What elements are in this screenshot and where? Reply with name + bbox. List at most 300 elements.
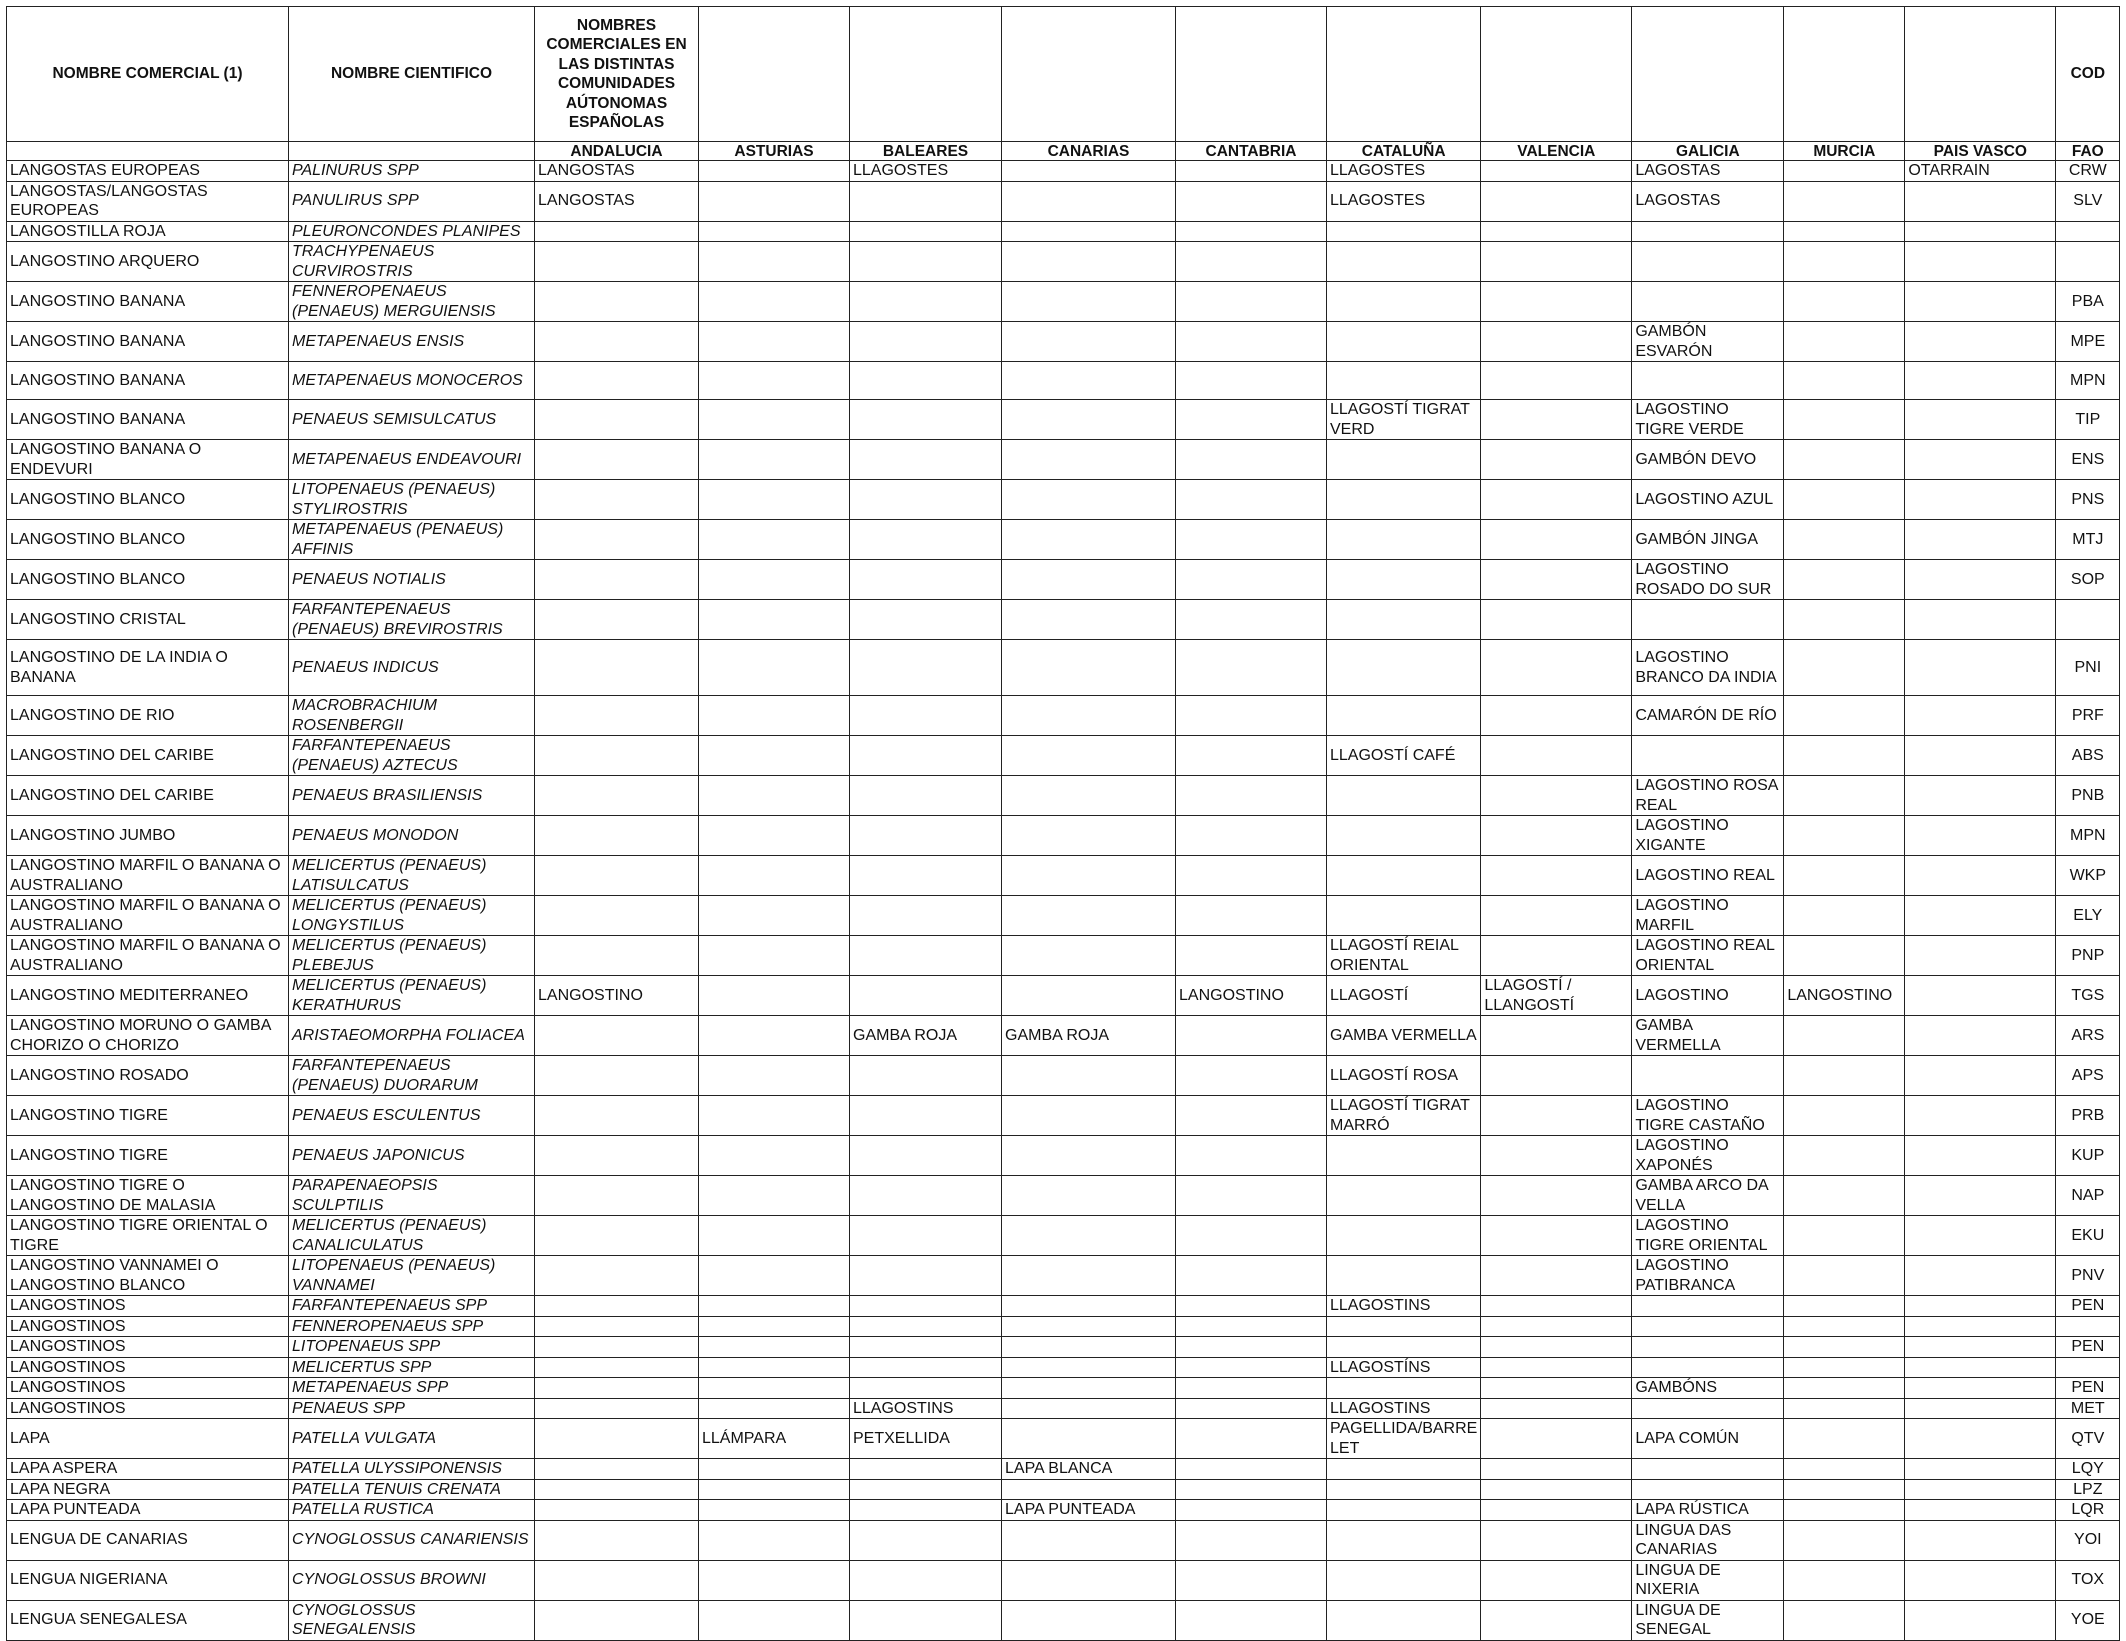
cell-regional-name bbox=[1002, 1520, 1176, 1560]
cell-regional-name bbox=[1176, 600, 1327, 640]
table-row bbox=[7, 1378, 2120, 1399]
cell-regional-name bbox=[699, 560, 850, 600]
cell-regional-name bbox=[1784, 1176, 1905, 1216]
cell-regional-name bbox=[1176, 936, 1327, 976]
cell-nombre-comercial: LAPA ASPERA bbox=[7, 1459, 289, 1480]
cell-regional-name bbox=[1176, 1419, 1327, 1459]
cell-regional-name bbox=[1327, 896, 1481, 936]
cell-nombre-comercial: LAPA NEGRA bbox=[7, 1479, 289, 1500]
cell-regional-name bbox=[1176, 520, 1327, 560]
cell-regional-name bbox=[699, 1216, 850, 1256]
cell-regional-name bbox=[535, 816, 699, 856]
cell-regional-name bbox=[535, 1016, 699, 1056]
cell-regional-name bbox=[1905, 400, 2056, 440]
cell-regional-name bbox=[699, 856, 850, 896]
cell-nombre-comercial: LANGOSTINO BANANA bbox=[7, 362, 289, 400]
cell-nombre-cientifico: METAPENAEUS ENSIS bbox=[289, 322, 535, 362]
table-row bbox=[7, 480, 2120, 520]
cell-regional-name bbox=[535, 1459, 699, 1480]
cell-regional-name bbox=[850, 560, 1002, 600]
cell-regional-name: GAMBÓN JINGA bbox=[1632, 520, 1784, 560]
table-row bbox=[7, 1337, 2120, 1358]
cell-regional-name bbox=[699, 181, 850, 221]
cell-regional-name bbox=[535, 936, 699, 976]
cell-regional-name bbox=[1481, 1398, 1632, 1419]
cell-regional-name bbox=[850, 400, 1002, 440]
cell-regional-name bbox=[699, 1056, 850, 1096]
cell-regional-name bbox=[1905, 1176, 2056, 1216]
cell-regional-name bbox=[850, 362, 1002, 400]
cell-regional-name: GAMBA VERMELLA bbox=[1327, 1016, 1481, 1056]
cell-regional-name bbox=[1176, 1096, 1327, 1136]
table-row bbox=[7, 242, 2120, 282]
cell-fao-code: EKU bbox=[2056, 1216, 2120, 1256]
cell-nombre-cientifico: PATELLA VULGATA bbox=[289, 1419, 535, 1459]
header-empty bbox=[699, 7, 850, 142]
cell-regional-name bbox=[1481, 816, 1632, 856]
cell-regional-name bbox=[1784, 1256, 1905, 1296]
cell-nombre-cientifico: PANULIRUS SPP bbox=[289, 181, 535, 221]
cell-regional-name bbox=[1784, 1357, 1905, 1378]
cell-regional-name bbox=[1002, 400, 1176, 440]
cell-nombre-comercial: LANGOSTINO TIGRE ORIENTAL O TIGRE bbox=[7, 1216, 289, 1256]
cell-regional-name bbox=[850, 696, 1002, 736]
cell-regional-name bbox=[1481, 1216, 1632, 1256]
cell-regional-name bbox=[1784, 1136, 1905, 1176]
cell-regional-name bbox=[1002, 1419, 1176, 1459]
header-empty bbox=[1002, 7, 1176, 142]
cell-fao-code: PBA bbox=[2056, 282, 2120, 322]
cell-regional-name bbox=[1905, 1459, 2056, 1480]
cell-regional-name bbox=[1176, 1136, 1327, 1176]
cell-regional-name bbox=[1481, 440, 1632, 480]
cell-regional-name bbox=[1327, 480, 1481, 520]
cell-regional-name bbox=[1327, 1500, 1481, 1521]
cell-regional-name bbox=[1905, 1296, 2056, 1317]
cell-regional-name bbox=[1002, 221, 1176, 242]
cell-regional-name bbox=[699, 1459, 850, 1480]
cell-nombre-comercial: LANGOSTINOS bbox=[7, 1378, 289, 1399]
cell-fao-code: PRF bbox=[2056, 696, 2120, 736]
cell-regional-name bbox=[1176, 480, 1327, 520]
cell-nombre-comercial: LANGOSTINO DE LA INDIA O BANANA bbox=[7, 640, 289, 696]
cell-regional-name bbox=[535, 1600, 699, 1640]
cell-regional-name bbox=[850, 221, 1002, 242]
cell-regional-name bbox=[1481, 480, 1632, 520]
cell-regional-name bbox=[535, 696, 699, 736]
table-row bbox=[7, 640, 2120, 696]
cell-regional-name bbox=[1002, 896, 1176, 936]
cell-regional-name bbox=[1002, 1056, 1176, 1096]
cell-nombre-comercial: LANGOSTINO TIGRE bbox=[7, 1136, 289, 1176]
cell-regional-name bbox=[1905, 1378, 2056, 1399]
cell-regional-name: GAMBÓNS bbox=[1632, 1378, 1784, 1399]
cell-regional-name bbox=[1784, 400, 1905, 440]
cell-regional-name bbox=[1905, 242, 2056, 282]
cell-regional-name bbox=[1784, 856, 1905, 896]
cell-regional-name: LLAGOSTES bbox=[850, 161, 1002, 182]
cell-regional-name bbox=[1784, 1296, 1905, 1317]
cell-regional-name bbox=[1632, 736, 1784, 776]
cell-nombre-comercial: LANGOSTINO TIGRE O LANGOSTINO DE MALASIA bbox=[7, 1176, 289, 1216]
cell-regional-name bbox=[1327, 1316, 1481, 1337]
cell-nombre-cientifico: METAPENAEUS ENDEAVOURI bbox=[289, 440, 535, 480]
cell-regional-name bbox=[535, 1316, 699, 1337]
cell-nombre-cientifico: PATELLA ULYSSIPONENSIS bbox=[289, 1459, 535, 1480]
cell-regional-name bbox=[850, 1500, 1002, 1521]
cell-nombre-cientifico: LITOPENAEUS (PENAEUS) VANNAMEI bbox=[289, 1256, 535, 1296]
cell-regional-name bbox=[1481, 600, 1632, 640]
cell-nombre-cientifico: FARFANTEPENAEUS (PENAEUS) DUORARUM bbox=[289, 1056, 535, 1096]
cell-regional-name: LLAGOSTES bbox=[1327, 181, 1481, 221]
cell-regional-name: OTARRAIN bbox=[1905, 161, 2056, 182]
cell-regional-name bbox=[1632, 282, 1784, 322]
cell-regional-name bbox=[699, 736, 850, 776]
cell-regional-name bbox=[850, 1378, 1002, 1399]
cell-regional-name: LANGOSTINO bbox=[535, 976, 699, 1016]
cell-regional-name bbox=[850, 776, 1002, 816]
cell-regional-name bbox=[1784, 696, 1905, 736]
cell-regional-name bbox=[1327, 221, 1481, 242]
cell-fao-code: CRW bbox=[2056, 161, 2120, 182]
cell-regional-name bbox=[1002, 1216, 1176, 1256]
cell-regional-name bbox=[1632, 1296, 1784, 1317]
cell-regional-name bbox=[1481, 1296, 1632, 1317]
cell-regional-name bbox=[1905, 1316, 2056, 1337]
cell-regional-name bbox=[699, 816, 850, 856]
cell-regional-name bbox=[1481, 1337, 1632, 1358]
table-row bbox=[7, 776, 2120, 816]
cell-fao-code bbox=[2056, 600, 2120, 640]
cell-regional-name bbox=[1481, 161, 1632, 182]
cell-regional-name: GAMBA VERMELLA bbox=[1632, 1016, 1784, 1056]
cell-regional-name bbox=[535, 221, 699, 242]
cell-regional-name bbox=[1481, 1500, 1632, 1521]
table-row bbox=[7, 1560, 2120, 1600]
cell-fao-code: SLV bbox=[2056, 181, 2120, 221]
cell-regional-name bbox=[535, 480, 699, 520]
cell-regional-name: LAGOSTINO REAL ORIENTAL bbox=[1632, 936, 1784, 976]
table-row bbox=[7, 696, 2120, 736]
cell-regional-name bbox=[535, 1096, 699, 1136]
cell-regional-name bbox=[1327, 1560, 1481, 1600]
cell-regional-name bbox=[1481, 1459, 1632, 1480]
cell-regional-name bbox=[1905, 1056, 2056, 1096]
header-comunidades: NOMBRES COMERCIALES EN LAS DISTINTAS COMUNIDADES AÚTONOMAS ESPAÑOLAS bbox=[535, 7, 699, 142]
cell-regional-name bbox=[1481, 362, 1632, 400]
cell-nombre-cientifico: MELICERTUS (PENAEUS) LATISULCATUS bbox=[289, 856, 535, 896]
cell-fao-code: ELY bbox=[2056, 896, 2120, 936]
cell-fao-code: MPN bbox=[2056, 816, 2120, 856]
cell-regional-name bbox=[1481, 1600, 1632, 1640]
cell-nombre-comercial: LANGOSTINO DEL CARIBE bbox=[7, 776, 289, 816]
cell-regional-name bbox=[1002, 1296, 1176, 1317]
cell-fao-code bbox=[2056, 221, 2120, 242]
cell-regional-name bbox=[1176, 560, 1327, 600]
cell-regional-name bbox=[1632, 1459, 1784, 1480]
cell-regional-name bbox=[1327, 1459, 1481, 1480]
cell-regional-name bbox=[1481, 896, 1632, 936]
cell-fao-code: MET bbox=[2056, 1398, 2120, 1419]
cell-regional-name bbox=[1481, 1096, 1632, 1136]
cell-regional-name bbox=[1481, 776, 1632, 816]
cell-regional-name bbox=[699, 1520, 850, 1560]
cell-regional-name bbox=[1002, 776, 1176, 816]
cell-nombre-comercial: LAPA PUNTEADA bbox=[7, 1500, 289, 1521]
cell-regional-name bbox=[1176, 1016, 1327, 1056]
cell-fao-code: ARS bbox=[2056, 1016, 2120, 1056]
cell-regional-name: LAGOSTINO ROSADO DO SUR bbox=[1632, 560, 1784, 600]
cell-regional-name bbox=[1002, 1357, 1176, 1378]
cell-regional-name bbox=[1002, 242, 1176, 282]
cell-fao-code: TOX bbox=[2056, 1560, 2120, 1600]
table-body bbox=[7, 161, 2120, 1641]
table-row bbox=[7, 1500, 2120, 1521]
cell-regional-name bbox=[1481, 1016, 1632, 1056]
cell-regional-name bbox=[1327, 1216, 1481, 1256]
table-row bbox=[7, 440, 2120, 480]
cell-regional-name bbox=[1002, 362, 1176, 400]
cell-regional-name bbox=[1481, 640, 1632, 696]
cell-regional-name: LLÁMPARA bbox=[699, 1419, 850, 1459]
cell-regional-name bbox=[850, 640, 1002, 696]
cell-regional-name bbox=[699, 1256, 850, 1296]
cell-regional-name bbox=[1327, 856, 1481, 896]
cell-regional-name bbox=[850, 282, 1002, 322]
cell-regional-name: LAGOSTAS bbox=[1632, 181, 1784, 221]
cell-regional-name bbox=[1002, 282, 1176, 322]
cell-regional-name bbox=[850, 1256, 1002, 1296]
cell-regional-name bbox=[699, 976, 850, 1016]
cell-regional-name bbox=[535, 560, 699, 600]
table-row bbox=[7, 560, 2120, 600]
cell-nombre-comercial: LANGOSTILLA ROJA bbox=[7, 221, 289, 242]
cell-regional-name bbox=[1784, 896, 1905, 936]
cell-nombre-cientifico: MELICERTUS (PENAEUS) LONGYSTILUS bbox=[289, 896, 535, 936]
cell-regional-name bbox=[1002, 1378, 1176, 1399]
cell-regional-name bbox=[1176, 1256, 1327, 1296]
header-region: CATALUÑA bbox=[1327, 142, 1481, 161]
cell-regional-name bbox=[1784, 362, 1905, 400]
cell-regional-name bbox=[1002, 322, 1176, 362]
cell-nombre-comercial: LANGOSTINO MARFIL O BANANA O AUSTRALIANO bbox=[7, 896, 289, 936]
cell-regional-name bbox=[1481, 282, 1632, 322]
cell-regional-name bbox=[1632, 1479, 1784, 1500]
cell-nombre-comercial: LAPA bbox=[7, 1419, 289, 1459]
cell-regional-name: LAGOSTINO PATIBRANCA bbox=[1632, 1256, 1784, 1296]
table-row bbox=[7, 1296, 2120, 1317]
cell-regional-name bbox=[1002, 1176, 1176, 1216]
header-region: BALEARES bbox=[850, 142, 1002, 161]
cell-regional-name: GAMBA ARCO DA VELLA bbox=[1632, 1176, 1784, 1216]
cell-regional-name bbox=[1481, 936, 1632, 976]
cell-regional-name bbox=[850, 1176, 1002, 1216]
cell-nombre-cientifico: METAPENAEUS MONOCEROS bbox=[289, 362, 535, 400]
cell-regional-name bbox=[1327, 440, 1481, 480]
cell-regional-name bbox=[1176, 896, 1327, 936]
cell-regional-name bbox=[535, 1419, 699, 1459]
cell-nombre-comercial: LANGOSTINO ARQUERO bbox=[7, 242, 289, 282]
cell-regional-name bbox=[1784, 1096, 1905, 1136]
cell-regional-name bbox=[1327, 1520, 1481, 1560]
cell-regional-name bbox=[535, 1560, 699, 1600]
cell-regional-name bbox=[1327, 776, 1481, 816]
cell-regional-name bbox=[1481, 856, 1632, 896]
cell-nombre-cientifico: PATELLA RUSTICA bbox=[289, 1500, 535, 1521]
header-cod: COD bbox=[2056, 7, 2120, 142]
cell-fao-code: TGS bbox=[2056, 976, 2120, 1016]
cell-regional-name bbox=[1905, 816, 2056, 856]
cell-regional-name bbox=[850, 1459, 1002, 1480]
cell-regional-name bbox=[1905, 1479, 2056, 1500]
cell-regional-name bbox=[699, 322, 850, 362]
table-row bbox=[7, 400, 2120, 440]
cell-regional-name: LINGUA DAS CANARIAS bbox=[1632, 1520, 1784, 1560]
cell-regional-name bbox=[1176, 1459, 1327, 1480]
header-empty bbox=[7, 142, 289, 161]
cell-regional-name bbox=[1632, 600, 1784, 640]
cell-regional-name bbox=[1176, 1056, 1327, 1096]
cell-regional-name bbox=[1481, 322, 1632, 362]
cell-regional-name bbox=[1002, 440, 1176, 480]
cell-regional-name bbox=[699, 480, 850, 520]
cell-regional-name bbox=[1327, 1136, 1481, 1176]
cell-fao-code: YOI bbox=[2056, 1520, 2120, 1560]
cell-regional-name: LINGUA DE SENEGAL bbox=[1632, 1600, 1784, 1640]
cell-fao-code: YOE bbox=[2056, 1600, 2120, 1640]
cell-nombre-cientifico: MACROBRACHIUM ROSENBERGII bbox=[289, 696, 535, 736]
table-row bbox=[7, 736, 2120, 776]
cell-regional-name bbox=[850, 1296, 1002, 1317]
cell-regional-name bbox=[699, 282, 850, 322]
cell-regional-name bbox=[850, 816, 1002, 856]
cell-regional-name: LLAGOSTÍ REIAL ORIENTAL bbox=[1327, 936, 1481, 976]
cell-nombre-cientifico: PENAEUS ESCULENTUS bbox=[289, 1096, 535, 1136]
cell-regional-name bbox=[1176, 1316, 1327, 1337]
cell-regional-name: GAMBA ROJA bbox=[850, 1016, 1002, 1056]
cell-regional-name bbox=[1176, 1378, 1327, 1399]
cell-regional-name bbox=[1176, 1216, 1327, 1256]
cell-regional-name bbox=[535, 282, 699, 322]
cell-regional-name bbox=[850, 520, 1002, 560]
cell-nombre-cientifico: FARFANTEPENAEUS SPP bbox=[289, 1296, 535, 1317]
cell-regional-name bbox=[850, 1216, 1002, 1256]
cell-regional-name bbox=[699, 1316, 850, 1337]
cell-regional-name bbox=[699, 1337, 850, 1358]
cell-regional-name bbox=[535, 856, 699, 896]
cell-regional-name bbox=[535, 520, 699, 560]
cell-regional-name: LAGOSTINO REAL bbox=[1632, 856, 1784, 896]
cell-regional-name bbox=[1327, 1256, 1481, 1296]
cell-regional-name bbox=[1632, 1316, 1784, 1337]
cell-fao-code: LQY bbox=[2056, 1459, 2120, 1480]
cell-regional-name bbox=[1327, 520, 1481, 560]
cell-regional-name bbox=[1784, 1459, 1905, 1480]
cell-regional-name bbox=[535, 1176, 699, 1216]
cell-regional-name bbox=[1002, 856, 1176, 896]
cell-regional-name bbox=[535, 600, 699, 640]
cell-regional-name bbox=[1905, 1600, 2056, 1640]
cell-regional-name bbox=[1784, 600, 1905, 640]
cell-nombre-comercial: LANGOSTINO JUMBO bbox=[7, 816, 289, 856]
cell-regional-name bbox=[699, 896, 850, 936]
cell-regional-name bbox=[1176, 242, 1327, 282]
cell-regional-name bbox=[1784, 322, 1905, 362]
cell-fao-code: NAP bbox=[2056, 1176, 2120, 1216]
table-row bbox=[7, 1520, 2120, 1560]
cell-regional-name bbox=[1784, 1216, 1905, 1256]
cell-regional-name bbox=[1632, 1056, 1784, 1096]
cell-regional-name bbox=[1905, 1520, 2056, 1560]
cell-regional-name: LLAGOSTINS bbox=[1327, 1398, 1481, 1419]
cell-regional-name bbox=[1176, 1500, 1327, 1521]
table-row bbox=[7, 1357, 2120, 1378]
header-region: CANTABRIA bbox=[1176, 142, 1327, 161]
table-row bbox=[7, 322, 2120, 362]
cell-regional-name bbox=[1905, 560, 2056, 600]
cell-regional-name bbox=[1905, 480, 2056, 520]
cell-regional-name bbox=[1002, 600, 1176, 640]
cell-regional-name bbox=[1327, 560, 1481, 600]
cell-regional-name bbox=[1327, 362, 1481, 400]
cell-regional-name bbox=[850, 322, 1002, 362]
cell-regional-name bbox=[699, 1600, 850, 1640]
header-empty bbox=[1481, 7, 1632, 142]
cell-regional-name bbox=[1481, 1419, 1632, 1459]
cell-regional-name bbox=[850, 242, 1002, 282]
cell-regional-name bbox=[1905, 1337, 2056, 1358]
cell-nombre-cientifico: PALINURUS SPP bbox=[289, 161, 535, 182]
cell-fao-code: LQR bbox=[2056, 1500, 2120, 1521]
cell-regional-name bbox=[1002, 520, 1176, 560]
table-row bbox=[7, 1016, 2120, 1056]
cell-regional-name bbox=[1002, 560, 1176, 600]
cell-regional-name bbox=[1002, 1256, 1176, 1296]
cell-fao-code: MTJ bbox=[2056, 520, 2120, 560]
cell-regional-name bbox=[1905, 322, 2056, 362]
cell-regional-name bbox=[1327, 640, 1481, 696]
cell-regional-name bbox=[850, 736, 1002, 776]
cell-nombre-comercial: LANGOSTINO DEL CARIBE bbox=[7, 736, 289, 776]
cell-regional-name: LAGOSTINO BRANCO DA INDIA bbox=[1632, 640, 1784, 696]
cell-fao-code: PEN bbox=[2056, 1378, 2120, 1399]
cell-regional-name bbox=[1905, 936, 2056, 976]
cell-regional-name bbox=[1176, 856, 1327, 896]
cell-regional-name bbox=[1784, 181, 1905, 221]
cell-regional-name bbox=[1784, 1378, 1905, 1399]
cell-nombre-comercial: LANGOSTINO BANANA O ENDEVURI bbox=[7, 440, 289, 480]
cell-regional-name: LAPA RÚSTICA bbox=[1632, 1500, 1784, 1521]
cell-regional-name bbox=[1176, 816, 1327, 856]
cell-nombre-comercial: LANGOSTINO BANANA bbox=[7, 322, 289, 362]
cell-fao-code: QTV bbox=[2056, 1419, 2120, 1459]
table-row bbox=[7, 1176, 2120, 1216]
cell-regional-name bbox=[1327, 816, 1481, 856]
cell-nombre-cientifico: FARFANTEPENAEUS (PENAEUS) AZTECUS bbox=[289, 736, 535, 776]
cell-regional-name: LAGOSTINO bbox=[1632, 976, 1784, 1016]
cell-regional-name bbox=[850, 936, 1002, 976]
cell-regional-name bbox=[1176, 322, 1327, 362]
cell-regional-name bbox=[1002, 1479, 1176, 1500]
cell-regional-name bbox=[850, 1479, 1002, 1500]
header-row-regions bbox=[7, 142, 2120, 161]
cell-nombre-comercial: LANGOSTINO MEDITERRANEO bbox=[7, 976, 289, 1016]
cell-nombre-comercial: LANGOSTINOS bbox=[7, 1337, 289, 1358]
cell-nombre-cientifico: PENAEUS SPP bbox=[289, 1398, 535, 1419]
cell-regional-name bbox=[850, 1337, 1002, 1358]
cell-regional-name bbox=[1632, 242, 1784, 282]
cell-nombre-comercial: LANGOSTINO BLANCO bbox=[7, 480, 289, 520]
